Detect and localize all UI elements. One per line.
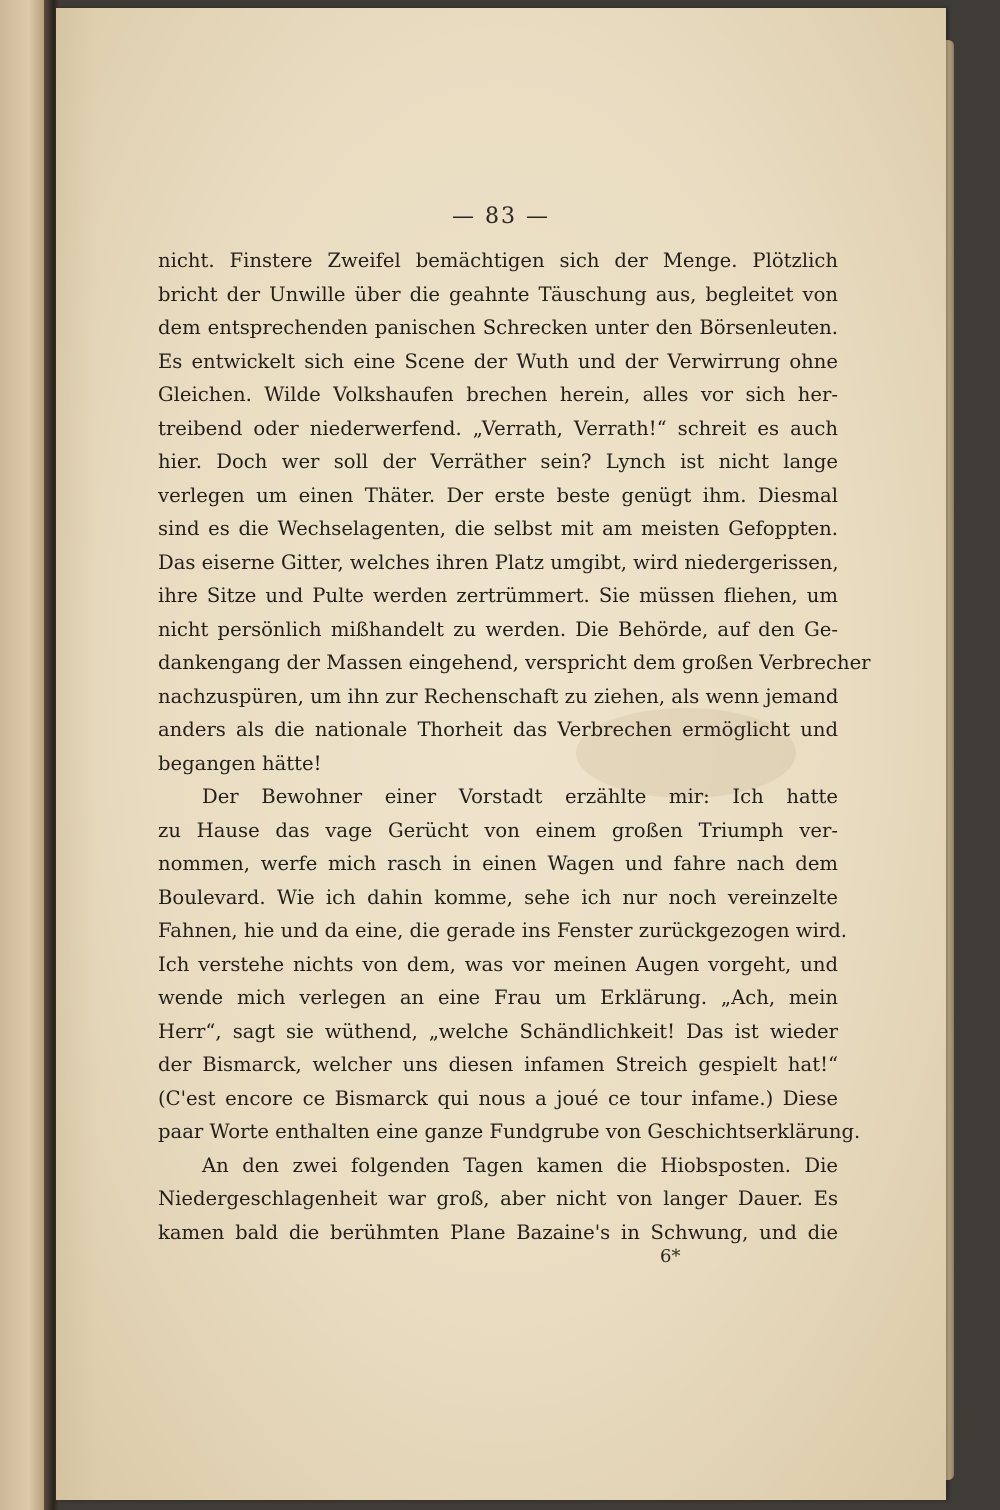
text-line: der Bismarck, welcher uns diesen infamen Streich gespielt hat!“ [158, 1053, 838, 1076]
text-line: nommen, werfe mich rasch in einen Wagen und fahre nach dem [158, 852, 838, 875]
text-line: sind es die Wechselagenten, die selbst mit am meisten Gefoppten. [158, 517, 838, 540]
text-line: (C'est encore ce Bismarck qui nous a joué ce tour infame.) Diese [158, 1086, 838, 1110]
text-line: nicht. Finstere Zweifel bemächtigen sich der Menge. Plötzlich [158, 249, 838, 272]
text-line: dem entsprechenden panischen Schrecken unter den Börsenleuten. [158, 316, 838, 339]
book-page [56, 8, 946, 1500]
text-line: zu Hause das vage Gerücht von einem großen Triumph ver- [158, 818, 838, 842]
text-line: wende mich verlegen an eine Frau um Erklärung. „Ach, mein [158, 986, 838, 1009]
text-line: Niedergeschlagenheit war groß, aber nicht von langer Dauer. Es [158, 1187, 838, 1210]
text-line: dankengang der Massen eingehend, verspricht dem großen Verbrecher [158, 651, 871, 674]
text-line: bricht der Unwille über die geahnte Täuschung aus, begleitet von [158, 282, 838, 306]
text-line: ihre Sitze und Pulte werden zertrümmert. Sie müssen fliehen, um [158, 584, 838, 607]
text-line: nicht persönlich mißhandelt zu werden. Die Behörde, auf den Ge- [158, 617, 838, 641]
text-line: Das eiserne Gitter, welches ihren Platz umgibt, wird niedergerissen, [158, 550, 839, 574]
text-line: kamen bald die berühmten Plane Bazaine's in Schwung, und die [158, 1220, 838, 1244]
text-line: begangen hätte! [158, 751, 322, 775]
text-line: treibend oder niederwerfend. „Verrath, Verrath!“ schreit es auch [158, 416, 838, 440]
text-line: Herr“, sagt sie wüthend, „welche Schändlichkeit! Das ist wieder [158, 1019, 838, 1043]
text-line: An den zwei folgenden Tagen kamen die Hiobsposten. Die [202, 1153, 838, 1177]
text-line: Boulevard. Wie ich dahin komme, sehe ich nur noch vereinzelte [158, 885, 838, 909]
text-line: paar Worte enthalten eine ganze Fundgrube von Geschichtserklärung. [158, 1120, 861, 1143]
text-line: Ich verstehe nichts von dem, was vor meinen Augen vorgeht, und [158, 952, 838, 976]
text-line: Der Bewohner einer Vorstadt erzählte mir: Ich hatte [202, 785, 838, 808]
text-line: anders als die nationale Thorheit das Verbrechen ermöglicht und [158, 718, 838, 741]
text-line: Fahnen, hie und da eine, die gerade ins Fenster zurückgezogen wird. [158, 919, 847, 942]
text-line: Es entwickelt sich eine Scene der Wuth und der Verwirrung ohne [158, 349, 838, 373]
signature-mark: 6* [660, 1246, 681, 1267]
page-number: — 83 — [452, 204, 550, 229]
text-line: hier. Doch wer soll der Verräther sein? Lynch ist nicht lange [158, 450, 838, 473]
text-line: Gleichen. Wilde Volkshaufen brechen herein, alles vor sich her- [158, 383, 838, 406]
text-line: nachzuspüren, um ihn zur Rechenschaft zu ziehen, als wenn jemand [158, 684, 839, 708]
text-line: verlegen um einen Thäter. Der erste beste genügt ihm. Diesmal [158, 483, 838, 507]
page-body-text [158, 244, 871, 1249]
